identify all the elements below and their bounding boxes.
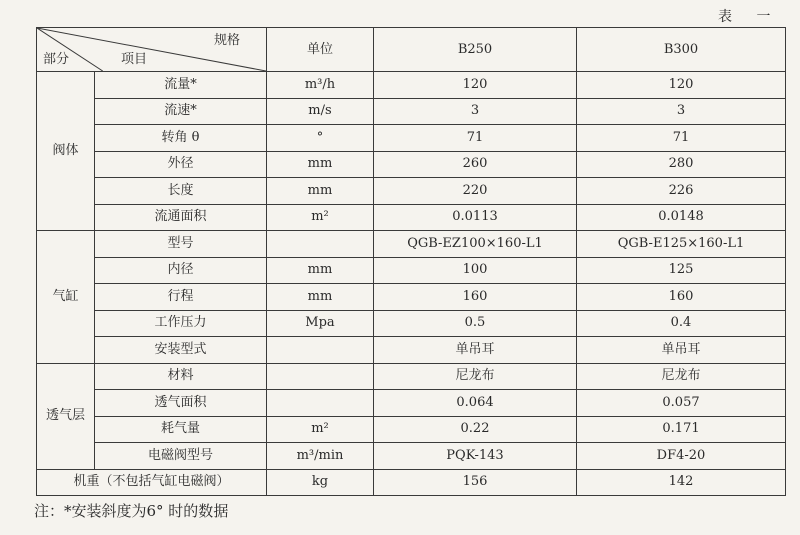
weight-b300: 142: [577, 469, 786, 496]
item-label: 行程: [95, 284, 267, 311]
b300-value: 0.171: [577, 416, 786, 443]
b250-value: 3: [374, 98, 577, 125]
unit-cell: [267, 390, 374, 417]
unit-cell: [267, 363, 374, 390]
item-label: 耗气量: [95, 416, 267, 443]
header-b250: B250: [374, 28, 577, 72]
b250-value: 尼龙布: [374, 363, 577, 390]
weight-unit: kg: [267, 469, 374, 496]
b300-value: 226: [577, 178, 786, 205]
b250-value: 220: [374, 178, 577, 205]
unit-cell: mm: [267, 151, 374, 178]
weight-b250: 156: [374, 469, 577, 496]
header-row: [37, 28, 786, 72]
b250-value: PQK-143: [374, 443, 577, 470]
table-row: [37, 390, 786, 417]
table-row: [37, 284, 786, 311]
unit-cell: mm: [267, 257, 374, 284]
item-label: 流通面积: [95, 204, 267, 231]
b250-value: 0.064: [374, 390, 577, 417]
table-row: [37, 231, 786, 258]
b300-value: QGB-E125×160-L1: [577, 231, 786, 258]
unit-cell: m/s: [267, 98, 374, 125]
b250-value: 100: [374, 257, 577, 284]
b250-value: 0.22: [374, 416, 577, 443]
b250-value: 0.5: [374, 310, 577, 337]
unit-cell: mm: [267, 178, 374, 205]
b250-value: 71: [374, 125, 577, 152]
unit-cell: m²: [267, 416, 374, 443]
b250-value: 单吊耳: [374, 337, 577, 364]
unit-cell: m³/min: [267, 443, 374, 470]
b300-value: 3: [577, 98, 786, 125]
b300-value: 120: [577, 72, 786, 99]
unit-cell: °: [267, 125, 374, 152]
table-label: 表 一: [718, 9, 781, 25]
header-b300: B300: [577, 28, 786, 72]
item-label: 外径: [95, 151, 267, 178]
unit-cell: m²: [267, 204, 374, 231]
item-label: 材料: [95, 363, 267, 390]
item-label: 型号: [95, 231, 267, 258]
group-label: 阀体: [37, 72, 95, 231]
b300-value: 0.0148: [577, 204, 786, 231]
item-label: 长度: [95, 178, 267, 205]
item-label: 安装型式: [95, 337, 267, 364]
table-row: [37, 72, 786, 99]
item-label: 转角 θ: [95, 125, 267, 152]
weight-item-label: 机重（不包括气缸电磁阀）: [37, 469, 267, 496]
table-row: [37, 151, 786, 178]
group-label: 透气层: [37, 363, 95, 469]
b300-value: 280: [577, 151, 786, 178]
table-row: [37, 416, 786, 443]
b250-value: QGB-EZ100×160-L1: [374, 231, 577, 258]
table-row: [37, 337, 786, 364]
table-row: [37, 363, 786, 390]
footnote: 注：*安装斜度为6° 时的数据: [34, 502, 229, 520]
b300-value: 125: [577, 257, 786, 284]
header-spec-label: 规格: [213, 33, 240, 48]
header-corner-cell: [37, 28, 267, 72]
unit-cell: Mpa: [267, 310, 374, 337]
b300-value: 尼龙布: [577, 363, 786, 390]
item-label: 流量*: [95, 72, 267, 99]
b300-value: 160: [577, 284, 786, 311]
item-label: 内径: [95, 257, 267, 284]
item-label: 电磁阀型号: [95, 443, 267, 470]
unit-cell: m³/h: [267, 72, 374, 99]
b300-value: 71: [577, 125, 786, 152]
b250-value: 120: [374, 72, 577, 99]
table-row: [37, 125, 786, 152]
header-part-label: 部分: [43, 52, 70, 67]
table-row: [37, 204, 786, 231]
header-item-label: 项目: [121, 52, 148, 67]
unit-cell: [267, 337, 374, 364]
item-label: 透气面积: [95, 390, 267, 417]
weight-row: [37, 469, 786, 496]
b300-value: DF4-20: [577, 443, 786, 470]
unit-cell: [267, 231, 374, 258]
item-label: 流速*: [95, 98, 267, 125]
b250-value: 0.0113: [374, 204, 577, 231]
unit-cell: mm: [267, 284, 374, 311]
b250-value: 260: [374, 151, 577, 178]
b300-value: 0.4: [577, 310, 786, 337]
item-label: 工作压力: [95, 310, 267, 337]
table-row: [37, 443, 786, 470]
spec-table: [36, 27, 786, 496]
b250-value: 160: [374, 284, 577, 311]
b300-value: 单吊耳: [577, 337, 786, 364]
table-row: [37, 257, 786, 284]
table-row: [37, 178, 786, 205]
b300-value: 0.057: [577, 390, 786, 417]
table-row: [37, 98, 786, 125]
group-label: 气缸: [37, 231, 95, 364]
header-unit: 单位: [267, 28, 374, 72]
table-row: [37, 310, 786, 337]
